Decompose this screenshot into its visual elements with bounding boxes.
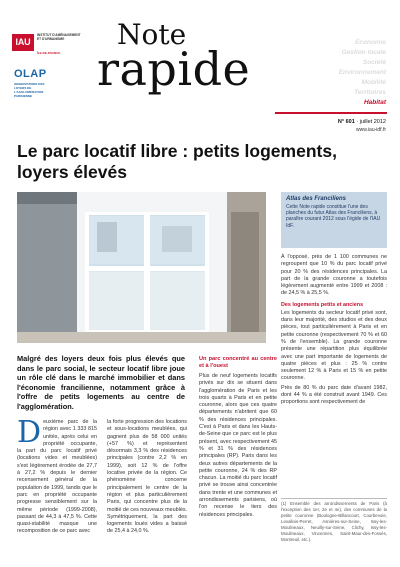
iau-logo: IAU bbox=[12, 34, 34, 51]
theme-mobilite: Mobilité bbox=[361, 79, 386, 86]
issue-date: · juillet 2012 bbox=[356, 119, 386, 125]
theme-list bbox=[339, 38, 386, 108]
right-col-p1: À l'opposé, près de 1 100 communes ne regroupent que 10 % du parc locatif privé pour 20 % des résidences principales. La part de la grande couronne a toutefois légèrement augmenté entre 1999 et 2008 : de 24,5 % à 25,5 %. bbox=[281, 254, 387, 297]
body-column-3 bbox=[199, 356, 277, 521]
lead-paragraph: Malgré des loyers deux fois plus élevés que dans le parc social, le secteur locatif libre joue un rôle clé dans le marché immobilier et dans l'économie francilienne, notamment grâce à l'offre de petits logements au centre de l'agglomération. bbox=[17, 354, 185, 411]
sidebox-title: Atlas des Franciliens bbox=[286, 196, 347, 202]
theme-economie: Économie bbox=[354, 39, 386, 46]
sidebox-text: Cette Note rapide constitue l'une des planches du futur Atlas des Franciliens, à paraître courant 2012 sous l'égide de l'IAU îdF. bbox=[286, 204, 381, 229]
section-heading-concentration: Un parc concentré au centre et à l'ouest bbox=[199, 356, 277, 369]
header-divider bbox=[275, 112, 387, 114]
right-col-p3: Près de 80 % du parc date d'avant 1982, dont 44 % a été construit avant 1949. Ces proportions sont respectivement de bbox=[281, 384, 387, 406]
title-note: Note bbox=[117, 18, 187, 51]
col3-text: Plus de neuf logements locatifs privés sur dix se situent dans l'agglomération de Paris et les trois quarts à Paris et en petite couronne, alors que ces quatre départements n'abritent que 60 % des résidences principales. C'est à Paris et dans les Hauts-de-Seine que ce parc est le plus présent, avec respectivement 45 % et 31 % des résidences principales (RP). Paris dans les deux autres départements de la petite couronne, 24 % des RP chacun. La moitié du parc locatif privé se trouve ainsi concentrée dans trente et une communes et arrondissements parisiens, où l'on recense le tiers des résidences principales. bbox=[199, 373, 277, 518]
body-column-2 bbox=[107, 419, 187, 538]
col1-text: euxième parc de la région avec 1 333 815 unités, après celui en propriété occupante, la part du parc locatif privé (locations vides et meublées) s'est légèrement érodée de 27,7 à 27,2 % depuis le dernier recensement général de la population de 1999, tandis que le parc en propriété occupante progresse sensiblement sur la même période (1999-2008), passant de 44,3 à 47,5 %. Cette quasi-stabilité masque une recomposition de ce parc avec bbox=[17, 419, 97, 535]
issue-info bbox=[338, 119, 386, 125]
body-column-4 bbox=[281, 254, 387, 409]
right-col-p2: Les logements du secteur locatif privé sont, dans leur majorité, des studios et des deux pièces, tout particulièrement à Paris et en petite couronne (respectivement 70 % et 60 % de l'ensemble). La grande couronne présente une répartition plus équilibrée avec une part importante de logements de quatre pièces et plus : 25 % contre seulement 12 % à Paris et 15 % en petite couronne. bbox=[281, 309, 387, 382]
title-rapide: rapide bbox=[97, 42, 251, 96]
col2-text: la forte progression des locations et sous-locations meublées, qui gagnent plus de 58 000 unités (+57 %) et représentent désormais 3,3 % des résidences principales (contre 2,2 % en 1999), soit 12 % de l'offre locative privée de la région. Ce phénomène concerne principalement le centre de la région et plus particulièrement Paris, qui concentre plus de la moitié de ces nouveaux meublés. Symétriquement, la part des logements loués vides a baissé de 25,4 à 24,0 %. bbox=[107, 419, 188, 535]
dropcap: D bbox=[17, 415, 42, 450]
atlas-sidebox bbox=[281, 192, 387, 248]
olap-logo: OLAP bbox=[14, 68, 47, 80]
body-column-1 bbox=[17, 415, 97, 538]
iau-name: INSTITUT D'AMÉNAGEMENT ET D'URBANISME bbox=[37, 33, 81, 41]
theme-environnement: Environnement bbox=[338, 69, 386, 76]
olap-name: OBSERVATOIRE DES LOYERS DE L'AGGLOMÉRATION PARISIENNE bbox=[14, 82, 45, 98]
iau-region: ÎLE-DE-FRANCE bbox=[37, 51, 61, 55]
theme-territoires: Territoires bbox=[354, 89, 386, 96]
section-heading-logements: Des logements petits et anciens bbox=[281, 301, 364, 308]
footnote: (1) Ensemble des arrondissements de Paris (à l'exception des 1er, 2e et 4e), des communes de la petite couronne (Boulogne-Billancourt, Courbevoie, Levallois-Perret, Asnières-sur-Seine, Issy-les-Moulineaux, Neuilly-sur-Seine, Clichy, Issy-les-Moulineaux, Vincennes, Saint-Maur-des-Fossés, Montreuil, etc.). bbox=[281, 498, 387, 543]
apartment-window-illustration bbox=[17, 192, 266, 343]
website-url: www.iau-idf.fr bbox=[355, 127, 386, 133]
theme-habitat: Habitat bbox=[363, 99, 386, 106]
theme-societe: Société bbox=[362, 59, 386, 66]
issue-number: N° 601 bbox=[337, 119, 355, 125]
headline: Le parc locatif libre : petits logements, loyers élevés bbox=[17, 141, 337, 182]
apartment-photo bbox=[17, 192, 266, 343]
theme-gestion-locale: Gestion locale bbox=[341, 49, 386, 56]
